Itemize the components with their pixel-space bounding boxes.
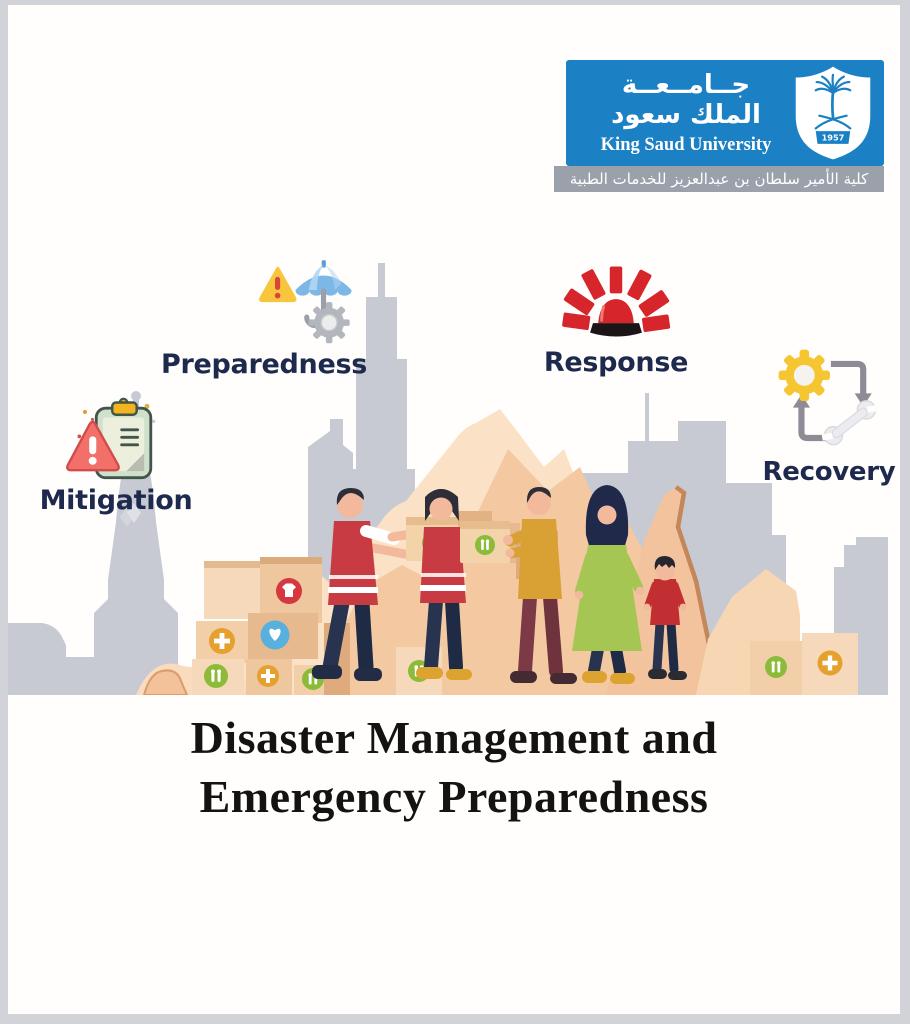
phase-mitigation — [36, 395, 196, 516]
umbrella-gear-warning-icon — [247, 257, 359, 351]
wrench-icon — [819, 396, 881, 450]
poster-title — [8, 709, 900, 827]
logo-arabic-line2: الملك سعود — [611, 100, 761, 131]
founded-year: 1957 — [821, 132, 845, 143]
logo-blue-box — [566, 60, 884, 166]
emergency-siren-icon — [559, 253, 673, 349]
phase-recovery — [758, 343, 900, 487]
care-aid-badge — [261, 621, 290, 650]
medical-aid-badge — [257, 665, 279, 687]
title-line-2: Emergency Preparedness — [199, 770, 709, 822]
phase-preparedness — [161, 257, 367, 380]
logo-text — [582, 71, 790, 156]
phase-label-recovery: Recovery — [762, 457, 896, 487]
phase-label-mitigation: Mitigation — [39, 485, 193, 516]
clothing-aid-badge — [276, 578, 302, 604]
logo-arabic-line1: جــامــعــة — [621, 69, 751, 100]
food-aid-badge — [204, 664, 228, 688]
phase-label-response: Response — [543, 347, 689, 378]
medical-aid-badge — [209, 628, 235, 654]
logo-english-name: King Saud University — [600, 134, 772, 155]
page — [8, 5, 900, 1014]
university-logo — [554, 60, 884, 214]
clipboard-warning-icon — [64, 395, 168, 489]
college-name-strip: كلية الأمير سلطان بن عبدالعزيز للخدمات الطبية الطارئة — [554, 166, 884, 192]
title-line-1: Disaster Management and — [190, 712, 718, 763]
phase-response — [543, 253, 689, 378]
ksu-shield-icon — [792, 63, 874, 163]
phase-label-preparedness: Preparedness — [161, 349, 367, 380]
gear-wrench-cycle-icon — [771, 343, 887, 457]
